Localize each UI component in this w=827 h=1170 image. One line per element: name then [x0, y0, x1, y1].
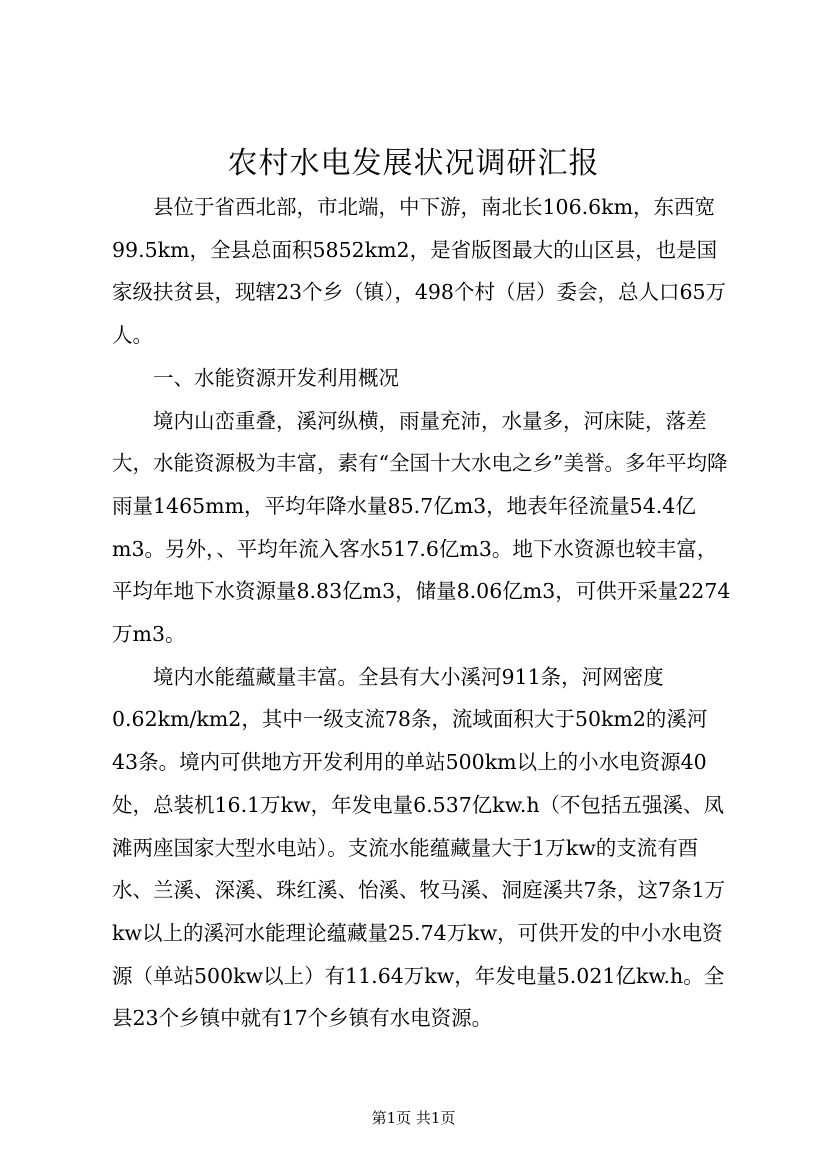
section-heading: 一、水能资源开发利用概况	[153, 365, 399, 390]
paragraph-hydropower-reserves: 境内水能蕴藏量丰富。全县有大小溪河911条，河网密度0.62km/km2，其中一级支流78条，流域面积大于50km2的溪河43条。境内可供地方开发利用的单站500km以上的小水电资源40处，总装机16.1万kw，年发电量6.537亿kw.h（不包括五强溪、凤滩两座国家大型水电站）。支流水能蕴藏量大于1万kw的支流有酉水、兰溪、深溪、珠红溪、怡溪、牧马溪、洞庭溪共7条，这7条1万kw以上的溪河水能理论蕴藏量25.74万kw，可供开发的中小水电资源（单站500kw以上）有11.64万kw，年发电量5.021亿kw.h。全县23个乡镇中就有17个乡镇有水电资源。	[112, 664, 726, 1031]
page-footer: 第1页 共1页	[371, 1109, 456, 1127]
document-body	[112, 186, 732, 1040]
paragraph-water-resources: 境内山峦重叠，溪河纵横，雨量充沛，水量多，河床陡，落差大，水能资源极为丰富，素有“全国十大水电之乡”美誉。多年平均降雨量1465mm，平均年降水量85.7亿m3，地表年径流量54.4亿m3。另外，、平均年流入客水517.6亿m3。地下水资源也较丰富，平均年地下水资源量8.83亿m3，储量8.06亿m3，可供开采量2274万m3。	[112, 408, 731, 647]
paragraph-intro: 县位于省西北部，市北端，中下游，南北长106.6km，东西宽99.5km，全县总面积5852km2，是省版图最大的山区县，也是国家级扶贫县，现辖23个乡（镇），498个村（居）委会，总人口65万人。	[112, 195, 727, 348]
document-title: 农村水电发展状况调研汇报	[227, 146, 600, 181]
